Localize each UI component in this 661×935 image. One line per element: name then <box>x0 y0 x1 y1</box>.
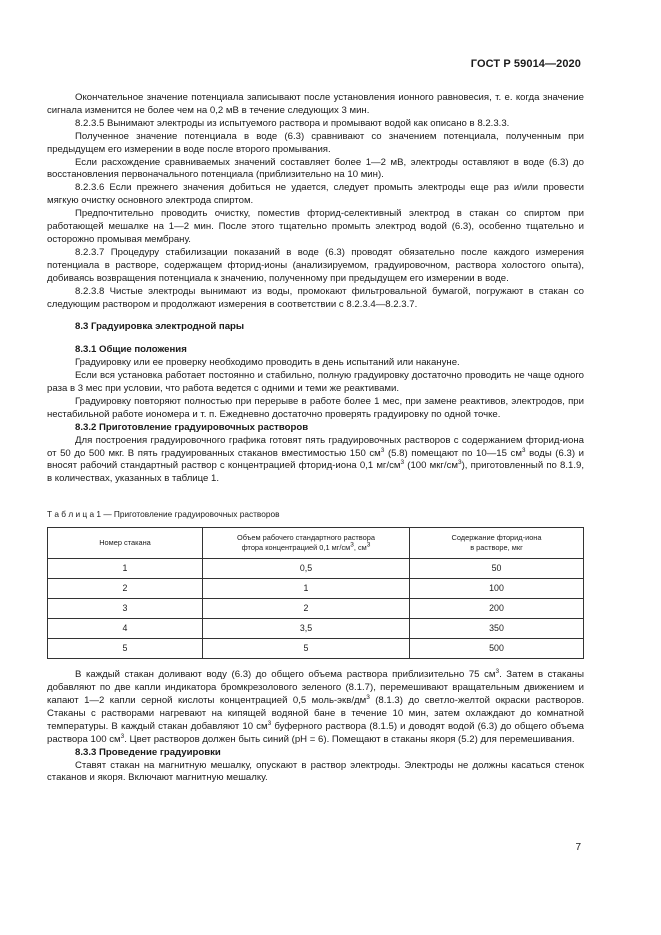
paragraph: 8.2.3.6 Если прежнего значения добиться не удается, следует промыть электроды еще раз и/или провести мягкую очистку основного электрода спиртом. <box>47 182 584 207</box>
document-code: ГОСТ Р 59014—2020 <box>470 58 581 70</box>
table-row <box>48 639 584 659</box>
cell-volume: 1 <box>203 579 410 599</box>
paragraph: Градуировку повторяют полностью при перерыве в работе более 1 мес, при замене реактивов, электродов, при нестабильной работе иономера и т. п. Ежедневно достаточно проверять градуировку по одной точке. <box>47 395 584 420</box>
header-fluoride-content: Содержание фторид-иона в растворе, мкг <box>410 528 584 559</box>
paragraph-after-table: В каждый стакан доливают воду (6.3) до общего объема раствора приблизительно 75 $см^3$. Затем в стаканы добавляют по две капли индикатора бромкрезолового зеленого (8.1.7), перемешивают вращательным движением и капают 1—2 капли серной кислоты концентрацией 0,5 моль-$экв/дм^3$ (8.1.3) до светло-желтой окраски растворов. Стаканы с растворами нагревают на кипящей водяной бане в течение 10 мин, затем охлаждают до комнатной температуры. В каждый стакан добавляют 10 $см^3$ буферного раствора (8.1.5) и доводят водой (6.3) до общего объема раствора 100 $см^3$. Цвет растворов должен быть синий (pH = 6). Помещают в стаканы якоря (5.2) для перемешивания. <box>47 668 585 745</box>
cell-volume: 5 <box>203 639 410 659</box>
paragraph: 8.2.3.7 Процедуру стабилизации показаний в воде (6.3) проводят обязательно после каждого измерения потенциала в растворе, содержащем фторид-ионы (анализируемом, градуировочном, раствора холостого опыта), добиваясь возвращения потенциала к значению, полученному при предыдущем его измерении в воде. <box>47 246 584 284</box>
cell-content: 500 <box>410 639 584 659</box>
paragraph: Если расхождение сравниваемых значений составляет более 1—2 мВ, электроды оставляют в воде (6.3) до восстановления первоначального потенциала (приблизительно на 10 мин). <box>47 156 584 181</box>
page-content <box>47 92 584 785</box>
paragraph: Окончательное значение потенциала записывают после установления ионного равновесия, т. е. когда значение сигнала изменится не более чем на 0,2 мВ в течение следующих 3 мин. <box>47 92 584 116</box>
cell-number: 1 <box>48 559 203 579</box>
paragraph: Градуировку или ее проверку необходимо проводить в день испытаний или накануне. <box>75 357 460 369</box>
paragraph: Ставят стакан на магнитную мешалку, опускают в раствор электроды. Электроды не должны касаться стенок стаканов и якоря. Включают магнитную мешалку. <box>47 759 584 784</box>
cell-number: 4 <box>48 619 203 639</box>
cell-content: 50 <box>410 559 584 579</box>
cell-content: 350 <box>410 619 584 639</box>
table-row <box>48 599 584 619</box>
table-header-row <box>48 528 584 559</box>
paragraph: Полученное значение потенциала в воде (6.3) сравнивают со значением потенциала, полученным при предыдущем его измерении в воде после второго промывания. <box>47 130 584 155</box>
section-heading-8-3-2: 8.3.2 Приготовление градуировочных растворов <box>75 421 309 433</box>
paragraph: 8.2.3.8 Чистые электроды вынимают из воды, промокают фильтровальной бумагой, погружают в стакан со следующим раствором и продолжают измерения в соответствии с 8.2.3.4—8.2.3.7. <box>47 285 584 310</box>
cell-volume: 2 <box>203 599 410 619</box>
cell-number: 2 <box>48 579 203 599</box>
table-caption: Т а б л и ц а 1 — Приготовление градуировочных растворов <box>47 509 280 520</box>
table-row <box>48 579 584 599</box>
paragraph-preparation: Для построения градуировочного графика готовят пять градуировочных растворов с содержанием фторид-иона от 50 до 500 мкг. В пять градуированных стаканов вместимостью 150 $см^3$ (5.8) помещают по 10—15 $см^3$ воды (6.3) и вносят рабочий стандартный раствор с концентрацией фторид-иона 0,1 $мг/см^3$ (100 мкг/$см^3$), приготовленный по 8.1.9, в количествах, указанных в таблице 1. <box>47 434 585 485</box>
section-heading-8-3-1: 8.3.1 Общие положения <box>75 344 187 356</box>
page-number: 7 <box>575 842 581 853</box>
header-beaker-number: Номер стакана <box>48 528 203 559</box>
section-heading-8-3: 8.3 Градуировка электродной пары <box>75 321 245 333</box>
paragraph: Предпочтительно проводить очистку, поместив фторид-селективный электрод в стакан со спиртом при работающей мешалке на 1—2 мин. После этого тщательно промыть электрод водой (6.3), особенно тщательно и осторожно промывая мембрану. <box>47 208 584 245</box>
cell-content: 100 <box>410 579 584 599</box>
header-volume: Объем рабочего стандартного раствора фтора концентрацией 0,1 $мг/см^3$, $см^3$ <box>203 528 410 559</box>
cell-volume: 3,5 <box>203 619 410 639</box>
table-row <box>48 619 584 639</box>
cell-content: 200 <box>410 599 584 619</box>
table-row <box>48 559 584 579</box>
cell-number: 3 <box>48 599 203 619</box>
paragraph: Если вся установка работает постоянно и стабильно, полную градуировку достаточно проводить не чаще одного раза в 3 мес при условии, что работа ведется с одними и теми же реактивами. <box>47 370 584 395</box>
calibration-table <box>47 527 584 659</box>
cell-number: 5 <box>48 639 203 659</box>
section-heading-8-3-3: 8.3.3 Проведение градуировки <box>75 746 221 758</box>
cell-volume: 0,5 <box>203 559 410 579</box>
paragraph: 8.2.3.5 Вынимают электроды из испытуемого раствора и промывают водой как описано в 8.2.3.3. <box>75 117 510 129</box>
